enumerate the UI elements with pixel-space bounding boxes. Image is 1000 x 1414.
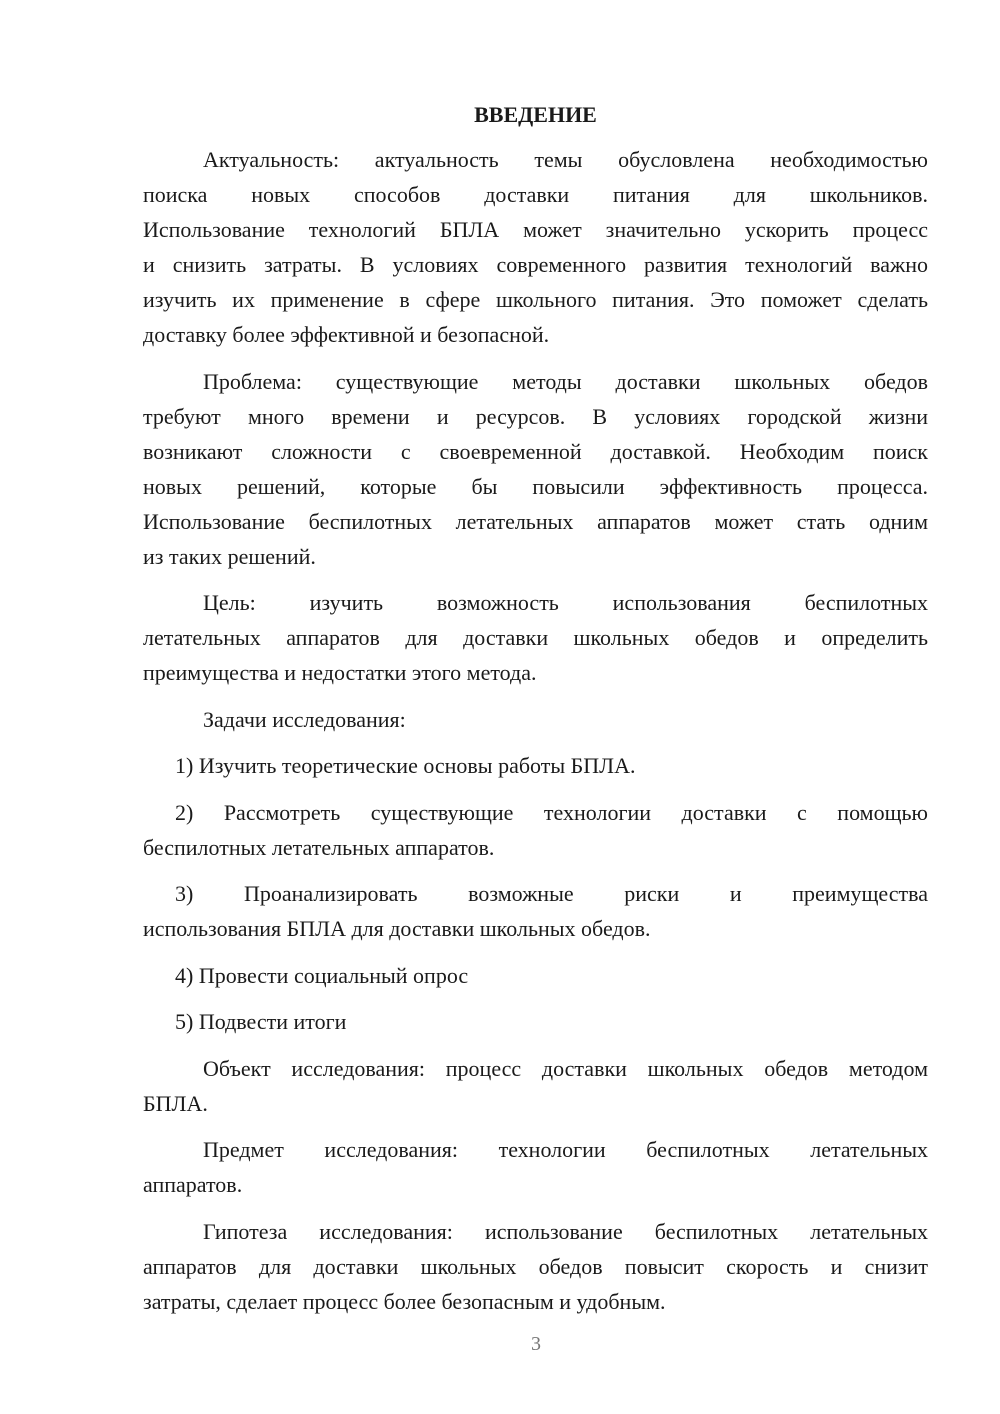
paragraph — [143, 142, 928, 352]
list-item — [143, 958, 928, 993]
document-page — [143, 97, 928, 1330]
text-line: Использование технологий БПЛА может значительно ускорить процесс — [143, 217, 928, 242]
text-line: Объект исследования: процесс доставки школьных обедов методом — [203, 1055, 928, 1081]
list-item — [143, 748, 928, 783]
text-line: Цель: изучить возможность использования беспилотных — [203, 590, 928, 615]
paragraph — [143, 364, 928, 574]
text-line: 1) Изучить теоретические основы работы БПЛА. — [175, 753, 636, 778]
text-line: Предмет исследования: технологии беспилотных летательных — [203, 1137, 928, 1162]
text-line: из таких решений. — [143, 543, 316, 569]
text-line: возникают сложности с своевременной доставкой. Необходим поиск — [143, 438, 928, 464]
text-line: 5) Подвести итоги — [175, 1009, 347, 1034]
page-number: 3 — [531, 1333, 541, 1355]
text-line: изучить их применение в сфере школьного питания. Это поможет сделать — [143, 287, 928, 312]
paragraph — [143, 1214, 928, 1319]
document-body — [143, 142, 928, 1319]
text-line: 3) Проанализировать возможные риски и преимущества — [175, 881, 928, 906]
text-line: Гипотеза исследования: использование беспилотных летательных — [203, 1218, 928, 1244]
text-line: Актуальность: актуальность темы обусловлена необходимостью — [203, 147, 928, 172]
text-line: и снизить затраты. В условиях современного развития технологий важно — [143, 252, 928, 277]
paragraph — [143, 585, 928, 690]
text-line: летательных аппаратов для доставки школьных обедов и определить — [143, 625, 928, 650]
page-title: ВВЕДЕНИЕ — [474, 102, 597, 127]
text-line: затраты, сделает процесс более безопасным и удобным. — [143, 1288, 666, 1314]
text-line: требуют много времени и ресурсов. В условиях городской жизни — [143, 403, 928, 429]
text-line: Проблема: существующие методы доставки школьных обедов — [203, 368, 928, 394]
text-line: 2) Рассмотреть существующие технологии доставки с помощью — [175, 799, 928, 825]
paragraph — [143, 1051, 928, 1121]
text-line: Задачи исследования: — [203, 706, 406, 732]
list-item — [143, 1004, 928, 1039]
list-item — [143, 876, 928, 946]
text-line: беспилотных летательных аппаратов. — [143, 834, 495, 860]
list-item — [143, 795, 928, 865]
text-line: новых решений, которые бы повысили эффективность процесса. — [143, 473, 928, 499]
text-line: БПЛА. — [143, 1090, 208, 1116]
text-line: аппаратов для доставки школьных обедов повысит скорость и снизит — [143, 1253, 928, 1279]
paragraph — [143, 702, 928, 737]
text-line: доставку более эффективной и безопасной. — [143, 322, 550, 347]
text-line: 4) Провести социальный опрос — [175, 962, 469, 988]
paragraph — [143, 1132, 928, 1202]
text-line: Использование беспилотных летательных аппаратов может стать одним — [143, 508, 928, 534]
text-line: использования БПЛА для доставки школьных обедов. — [143, 916, 651, 941]
text-line: поиска новых способов доставки питания для школьников. — [143, 182, 928, 207]
text-line: аппаратов. — [143, 1172, 243, 1197]
text-line: преимущества и недостатки этого метода. — [143, 660, 537, 685]
